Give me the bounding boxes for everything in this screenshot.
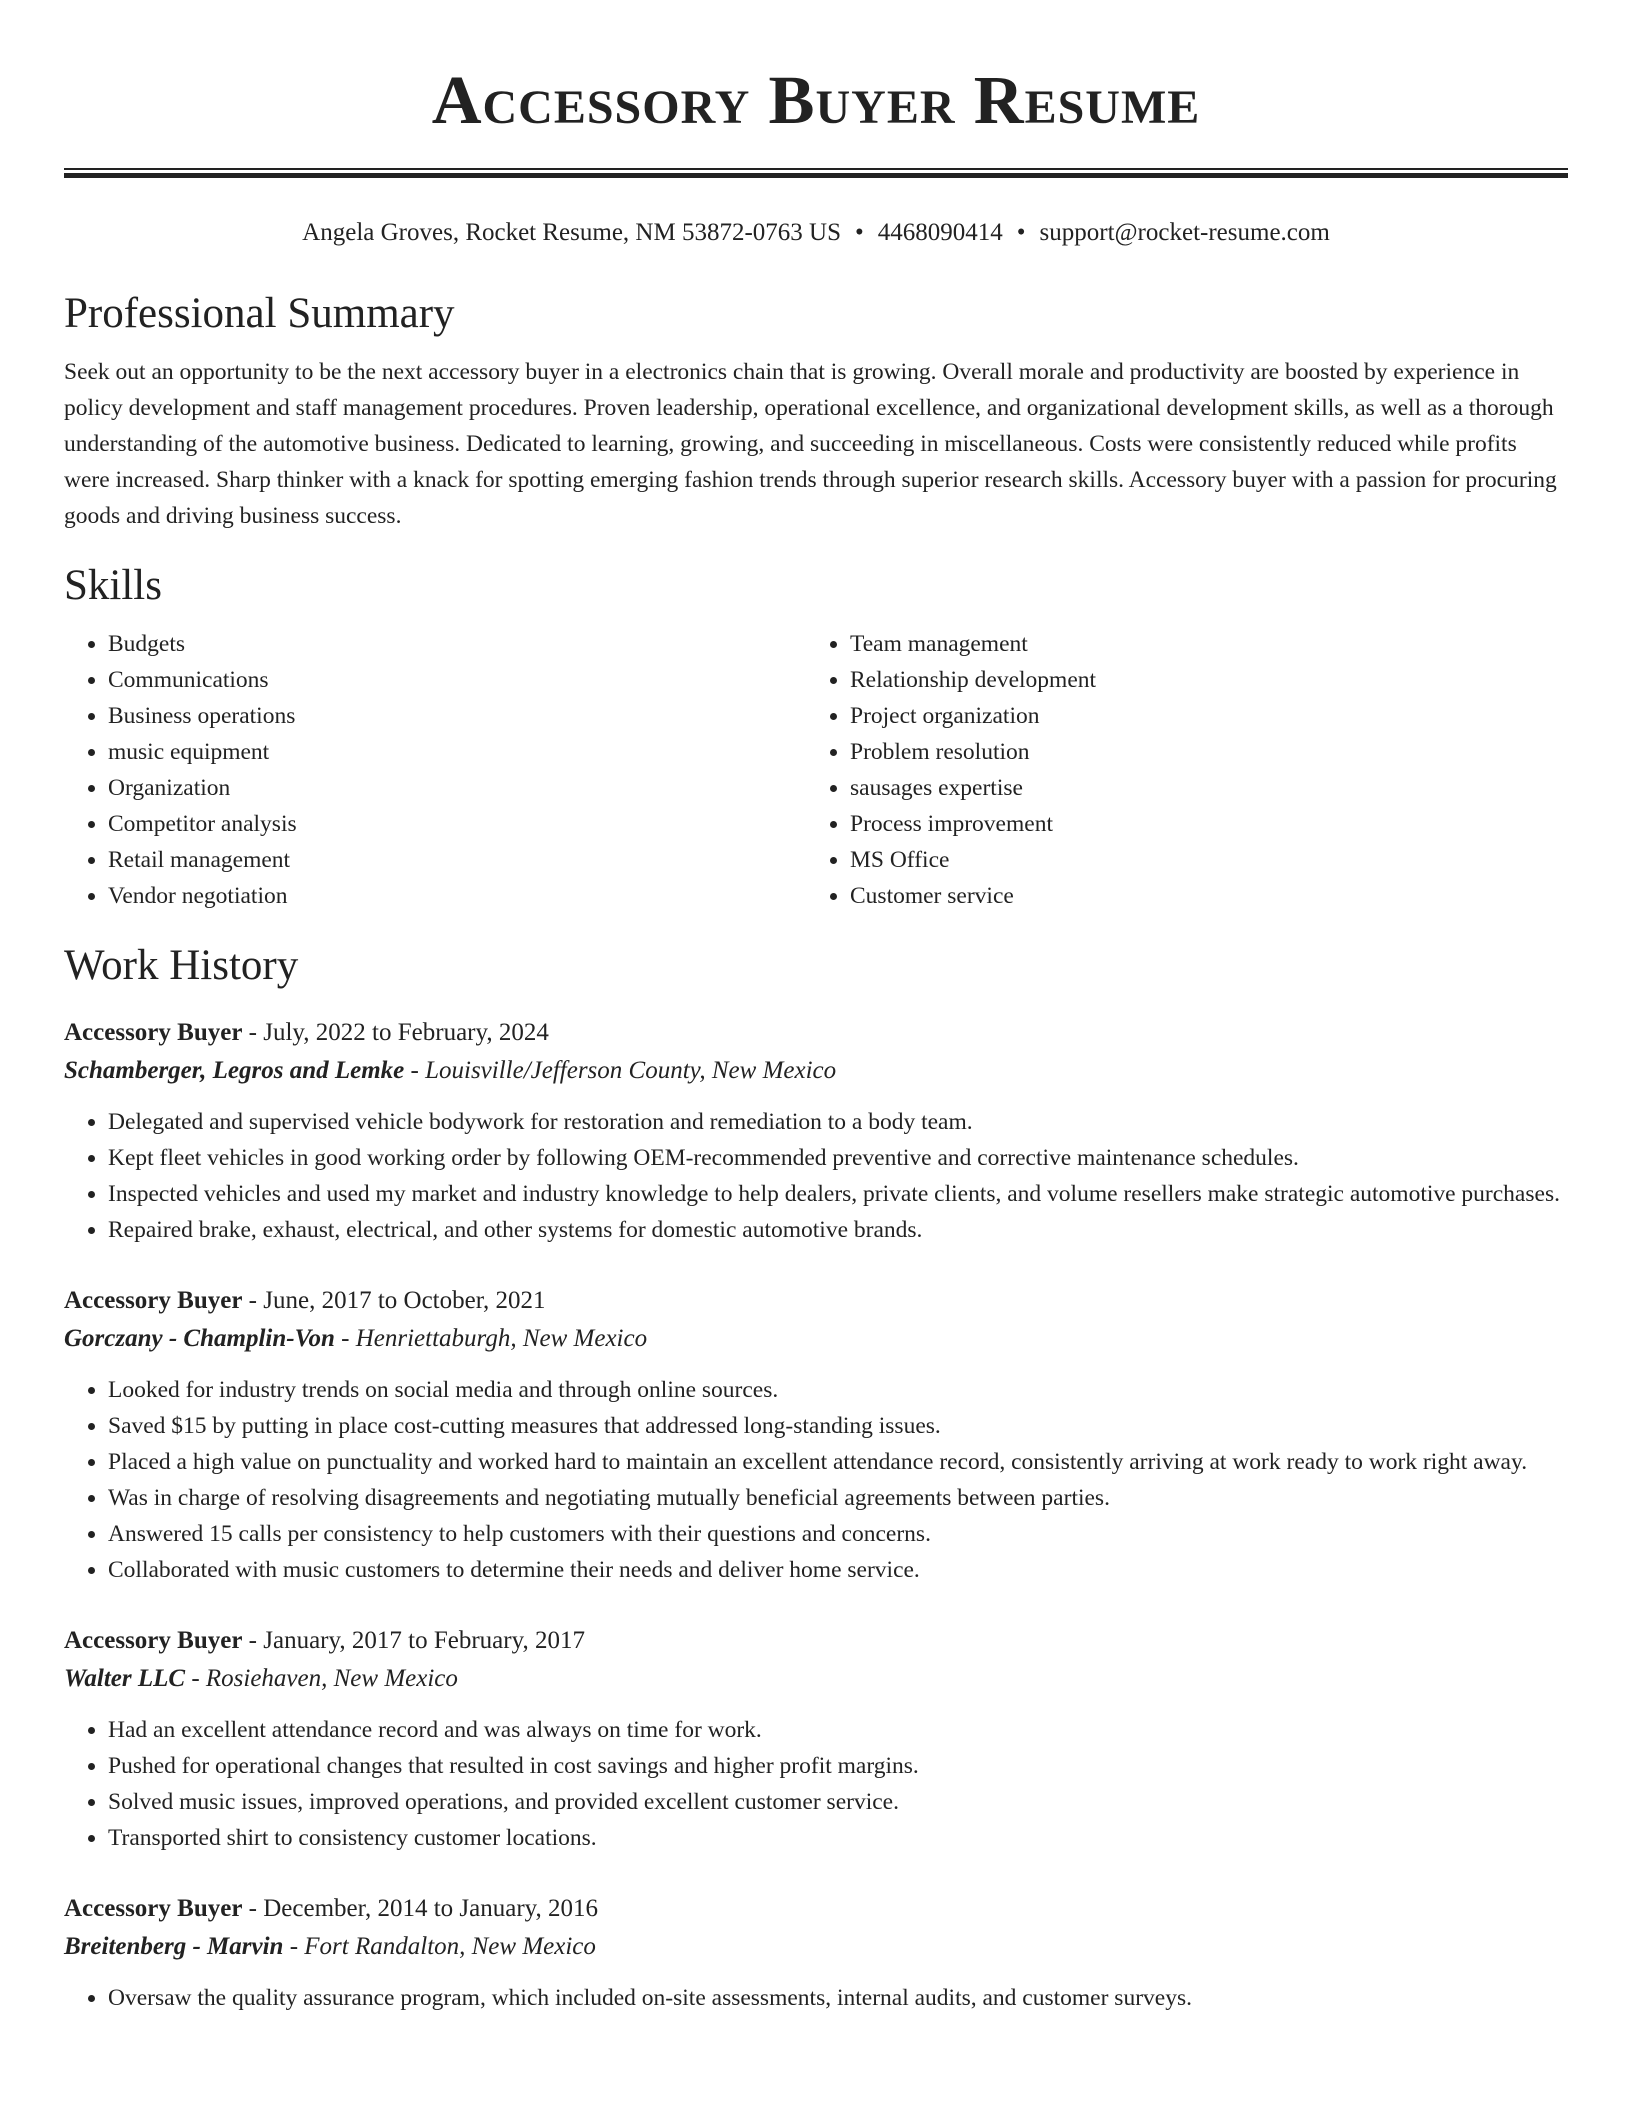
- job-company: Schamberger, Legros and Lemke: [64, 1057, 405, 1084]
- work-history-heading: Work History: [64, 942, 299, 989]
- job-bullet: • Repaired brake, exhaust, electrical, and other systems for domestic automotive brands.: [108, 1212, 1568, 1248]
- skill-item: • Relationship development: [850, 662, 1548, 698]
- job-bullet: • Answered 15 calls per consistency to help customers with their questions and concerns.: [108, 1516, 1568, 1552]
- skill-item: • Budgets: [108, 626, 806, 662]
- job-location: - Henriettaburgh, New Mexico: [334, 1325, 648, 1352]
- job-bullet: • Kept fleet vehicles in good working order by following OEM-recommended preventive and corrective maintenance schedules.: [108, 1140, 1568, 1176]
- job-company: Breitenberg - Marvin: [64, 1933, 284, 1960]
- job-bullets: [64, 1712, 1568, 1856]
- job-bullet: • Oversaw the quality assurance program, which included on-site assessments, internal audits, and customer surveys.: [108, 1980, 1568, 2016]
- job-header: [64, 1622, 1568, 1660]
- job-dates: - June, 2017 to October, 2021: [242, 1287, 546, 1314]
- skill-item: • Vendor negotiation: [108, 878, 806, 914]
- title-divider: [64, 168, 1568, 178]
- job-bullet: • Saved $15 by putting in place cost-cutting measures that addressed long-standing issues.: [108, 1408, 1568, 1444]
- skill-item: • Organization: [108, 770, 806, 806]
- job-bullet: • Transported shirt to consistency customer locations.: [108, 1820, 1568, 1856]
- job-bullet: • Delegated and supervised vehicle bodywork for restoration and remediation to a body team.: [108, 1104, 1568, 1140]
- job-location: - Fort Randalton, New Mexico: [283, 1933, 596, 1960]
- job-employer: [64, 1928, 1568, 1966]
- job-role: Accessory Buyer: [64, 1627, 243, 1654]
- skill-item: • Project organization: [850, 698, 1548, 734]
- skill-item: • Competitor analysis: [108, 806, 806, 842]
- contact-address: Angela Groves, Rocket Resume, NM 53872-0763 US: [302, 219, 841, 246]
- job-employer: [64, 1320, 1568, 1358]
- job-bullets: [64, 1372, 1568, 1588]
- job-header: [64, 1014, 1568, 1052]
- skill-item: • music equipment: [108, 734, 806, 770]
- job-bullet: • Had an excellent attendance record and was always on time for work.: [108, 1712, 1568, 1748]
- job-bullet: • Looked for industry trends on social media and through online sources.: [108, 1372, 1568, 1408]
- job-dates: - December, 2014 to January, 2016: [242, 1895, 599, 1922]
- job-role: Accessory Buyer: [64, 1019, 243, 1046]
- skill-item: • Retail management: [108, 842, 806, 878]
- contact-separator: •: [1016, 219, 1026, 246]
- skill-item: • Customer service: [850, 878, 1548, 914]
- job-dates: - January, 2017 to February, 2017: [242, 1627, 585, 1654]
- skill-item: • Process improvement: [850, 806, 1548, 842]
- job-location: - Rosiehaven, New Mexico: [185, 1665, 458, 1692]
- job-entry: [64, 1622, 1568, 1856]
- job-role: Accessory Buyer: [64, 1895, 243, 1922]
- skill-item: • Problem resolution: [850, 734, 1548, 770]
- contact-line: [64, 216, 1568, 250]
- job-employer: [64, 1052, 1568, 1090]
- contact-phone: 4468090414: [877, 219, 1003, 246]
- skill-item: • Business operations: [108, 698, 806, 734]
- job-entry: [64, 1014, 1568, 1248]
- job-entry: [64, 1282, 1568, 1588]
- job-company: Walter LLC: [64, 1665, 186, 1692]
- job-bullet: • Inspected vehicles and used my market and industry knowledge to help dealers, private clients, and volume resellers make strategic automotive purchases.: [108, 1176, 1568, 1212]
- job-bullet: • Placed a high value on punctuality and worked hard to maintain an excellent attendance record, consistently arriving at work ready to work right away.: [108, 1444, 1568, 1480]
- contact-separator: •: [855, 219, 864, 246]
- job-bullet: • Pushed for operational changes that resulted in cost savings and higher profit margins.: [108, 1748, 1568, 1784]
- contact-email: support@rocket-resume.com: [1039, 219, 1330, 246]
- job-header: [64, 1890, 1568, 1928]
- summary-heading: Professional Summary: [64, 290, 455, 337]
- job-bullet: • Was in charge of resolving disagreements and negotiating mutually beneficial agreements between parties.: [108, 1480, 1568, 1516]
- job-dates: - July, 2022 to February, 2024: [242, 1019, 549, 1046]
- job-entry: [64, 1890, 1568, 2016]
- summary-text: Seek out an opportunity to be the next accessory buyer in a electronics chain that is growing. Overall morale and productivity are boosted by experience in policy development and staff management procedures. Proven leadership, operational excellence, and organizational development skills, as well as a thorough understanding of the automotive business. Dedicated to learning, growing, and succeeding in miscellaneous. Costs were consistently reduced while profits were increased. Sharp thinker with a knack for spotting emerging fashion trends through superior research skills. Accessory buyer with a passion for procuring goods and driving business success.: [64, 359, 1557, 529]
- skill-item: • Team management: [850, 626, 1548, 662]
- job-bullet: • Solved music issues, improved operations, and provided excellent customer service.: [108, 1784, 1568, 1820]
- page-title: Accessory Buyer Resume: [431, 62, 1201, 138]
- job-employer: [64, 1660, 1568, 1698]
- skill-item: • sausages expertise: [850, 770, 1548, 806]
- job-bullets: [64, 1104, 1568, 1248]
- job-bullets: [64, 1980, 1568, 2016]
- job-bullet: • Collaborated with music customers to determine their needs and deliver home service.: [108, 1552, 1568, 1588]
- skills-list: [64, 626, 1568, 914]
- skills-column-left: [64, 626, 806, 914]
- job-role: Accessory Buyer: [64, 1287, 243, 1314]
- job-location: - Louisville/Jefferson County, New Mexico: [404, 1057, 837, 1084]
- skill-item: • MS Office: [850, 842, 1548, 878]
- skills-heading: Skills: [64, 562, 162, 609]
- job-header: [64, 1282, 1568, 1320]
- skill-item: • Communications: [108, 662, 806, 698]
- skills-column-right: [806, 626, 1548, 914]
- job-company: Gorczany - Champlin-Von: [64, 1325, 335, 1352]
